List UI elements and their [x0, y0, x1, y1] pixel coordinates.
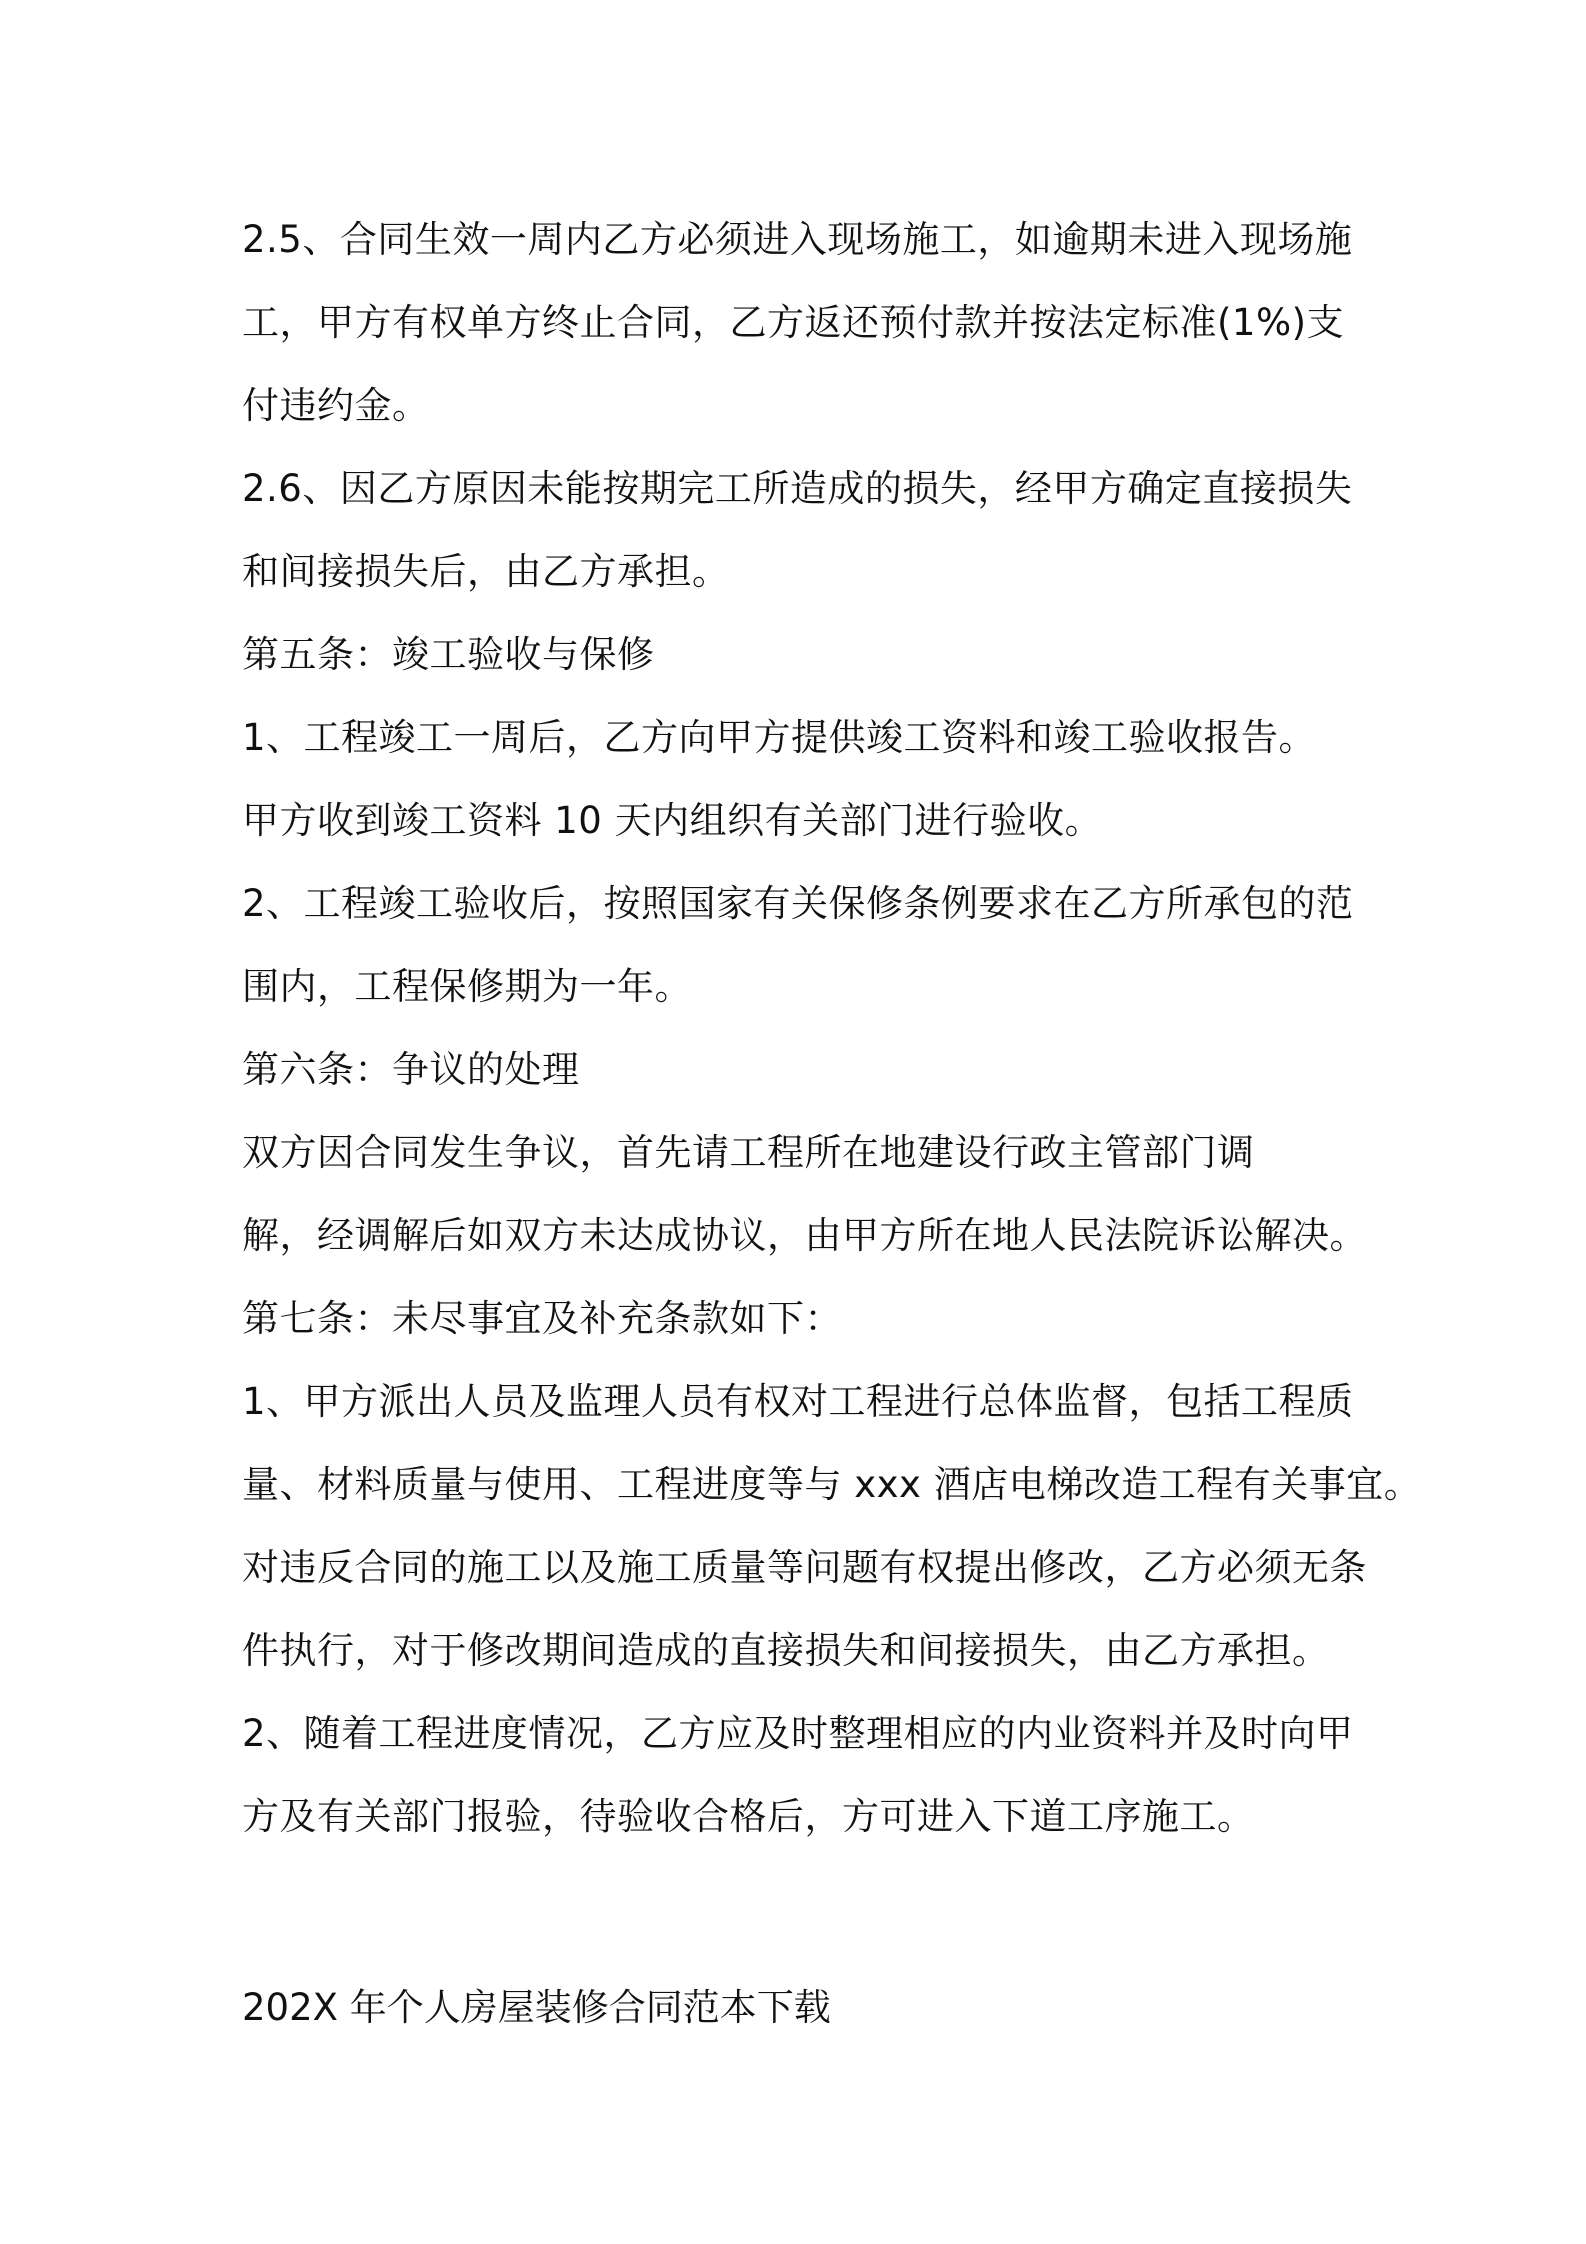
text-line: 2.5、合同生效一周内乙方必须进入现场施工，如逾期未进入现场施 — [242, 218, 1353, 261]
text-line: 量、材料质量与使用、工程进度等与 xxx 酒店电梯改造工程有关事宜。 — [242, 1463, 1422, 1506]
section-heading: 第五条：竣工验收与保修 — [242, 633, 655, 676]
text-line: 件执行，对于修改期间造成的直接损失和间接损失，由乙方承担。 — [242, 1629, 1330, 1672]
section-heading: 第七条：未尽事宜及补充条款如下： — [242, 1297, 842, 1340]
text-line: 2.6、因乙方原因未能按期完工所造成的损失，经甲方确定直接损失 — [242, 467, 1353, 510]
text-line: 1、甲方派出人员及监理人员有权对工程进行总体监督，包括工程质 — [242, 1380, 1354, 1423]
text-line: 方及有关部门报验，待验收合格后，方可进入下道工序施工。 — [242, 1795, 1255, 1838]
trailer-title: 202X 年个人房屋装修合同范本下载 — [242, 1986, 831, 2029]
text-line: 围内，工程保修期为一年。 — [242, 965, 692, 1008]
text-line: 2、随着工程进度情况，乙方应及时整理相应的内业资料并及时向甲 — [242, 1712, 1354, 1755]
text-line: 1、工程竣工一周后，乙方向甲方提供竣工资料和竣工验收报告。 — [242, 716, 1317, 759]
text-line: 付违约金。 — [242, 384, 430, 427]
text-line: 工，甲方有权单方终止合同，乙方返还预付款并按法定标准(1%)支 — [242, 301, 1345, 344]
document-body — [242, 198, 1422, 1858]
text-line: 对违反合同的施工以及施工质量等问题有权提出修改，乙方必须无条 — [242, 1546, 1367, 1589]
section-heading: 第六条：争议的处理 — [242, 1048, 580, 1091]
text-line: 甲方收到竣工资料 10 天内组织有关部门进行验收。 — [242, 799, 1103, 842]
text-line: 2、工程竣工验收后，按照国家有关保修条例要求在乙方所承包的范 — [242, 882, 1354, 925]
text-line: 解，经调解后如双方未达成协议，由甲方所在地人民法院诉讼解决。 — [242, 1214, 1367, 1257]
text-line: 和间接损失后，由乙方承担。 — [242, 550, 730, 593]
text-line: 双方因合同发生争议，首先请工程所在地建设行政主管部门调 — [242, 1131, 1255, 1174]
